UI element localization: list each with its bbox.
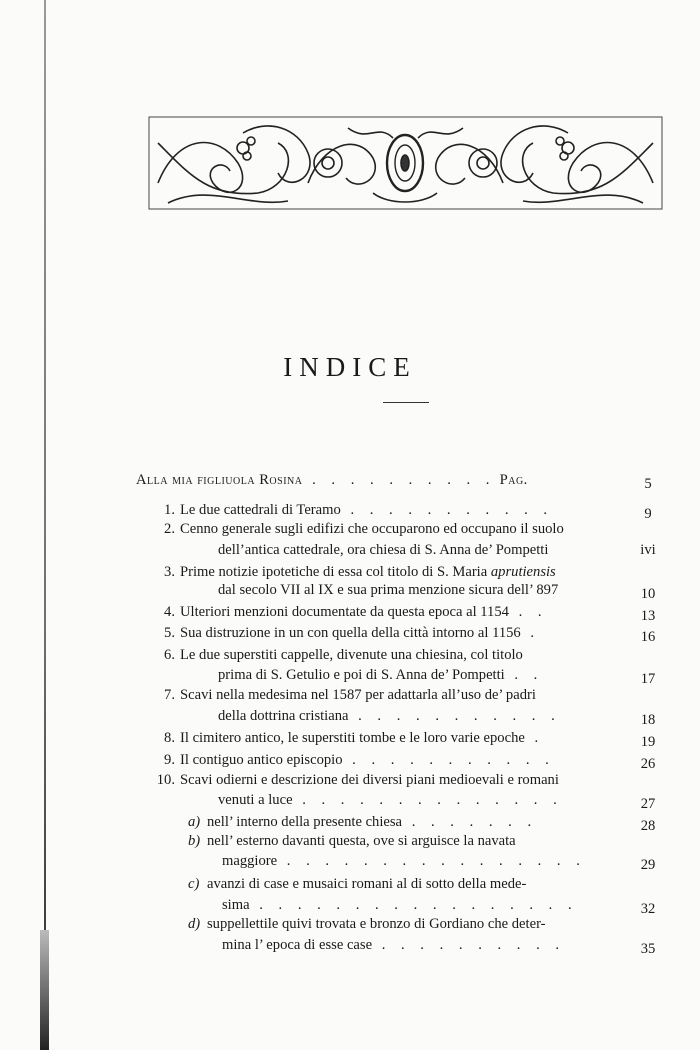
entry-title: Cenno generale sugli edifizi che occuparono ed occupano il suolo xyxy=(180,521,564,537)
leader-dots: . . xyxy=(504,667,544,683)
subentry-letter: d) xyxy=(188,916,201,932)
page-number: ivi xyxy=(640,542,656,558)
entry-number: 2. xyxy=(164,521,175,537)
leader-dots: . xyxy=(524,730,545,746)
leader-dots: . . . . . . . . . . . xyxy=(340,502,554,518)
leader-dots: . . . . . . . . . . . . . . . . xyxy=(277,853,586,869)
leader-dots: . . . . . . . . . . . xyxy=(348,708,561,724)
entry-number: 10. xyxy=(156,772,175,788)
page-number: 35 xyxy=(640,941,656,957)
entry-title: Ulteriori menzioni documentate da questa epoca al 1154 . . xyxy=(180,604,548,620)
leader-dots: . . . . . . . . . . xyxy=(372,937,566,953)
page-number: 32 xyxy=(640,901,656,917)
entry-number: 5. xyxy=(164,625,175,641)
entry-number: 7. xyxy=(164,687,175,703)
entry-number: 6. xyxy=(164,647,175,663)
entry-number: 8. xyxy=(164,730,175,746)
subentry-letter: c) xyxy=(188,876,200,892)
page-number: 9 xyxy=(644,506,652,522)
entry-continuation: dell’antica cattedrale, ora chiesa di S. Anna de’ Pompetti xyxy=(218,542,549,558)
entry-title: Sua distruzione in un con quella della città intorno al 1156 . xyxy=(180,625,541,641)
page-number: 10 xyxy=(640,586,656,602)
page-number: 17 xyxy=(640,671,656,687)
leader-dots: . . . . . . . . . . . . . . . . . xyxy=(249,897,578,913)
subentry-letter: a) xyxy=(188,814,201,830)
page-number: 16 xyxy=(640,629,656,645)
entry-continuation: della dottrina cristiana . . . . . . . . . . . xyxy=(218,708,561,724)
entry-title: Scavi nella medesima nel 1587 per adattarla all’uso de’ padri xyxy=(180,687,536,703)
entry-title: Il contiguo antico episcopio . . . . . . . . . . . xyxy=(180,752,555,768)
entry-number: 4. xyxy=(164,604,175,620)
page-number: 19 xyxy=(640,734,656,750)
entry-title: Le due cattedrali di Teramo . . . . . . . . . . . xyxy=(180,502,554,518)
entry-title: Prime notizie ipotetiche di essa col titolo di S. Maria aprutiensis xyxy=(180,564,556,580)
entry-continuation: maggiore . . . . . . . . . . . . . . . . xyxy=(222,853,586,869)
page-number: 27 xyxy=(640,796,656,812)
page-abbrev: Pag. xyxy=(495,472,528,488)
entry-title: Le due superstiti cappelle, divenute una chiesina, col titolo xyxy=(180,647,523,663)
entry-continuation: venuti a luce . . . . . . . . . . . . . . xyxy=(218,792,563,808)
entry-number: 3. xyxy=(164,564,175,580)
leader-dots: . . xyxy=(508,604,548,620)
entry-continuation: mina l’ epoca di esse case . . . . . . . . . . xyxy=(222,937,566,953)
entry-title: Alla mia figliuola Rosina . . . . . . . . . . Pag. xyxy=(136,472,528,488)
entry-title: nell’ interno della presente chiesa . . . . . . . xyxy=(207,814,538,830)
page-number: 18 xyxy=(640,712,656,728)
entry-title: Scavi odierni e descrizione dei diversi piani medioevali e romani xyxy=(180,772,559,788)
entry-continuation: sima . . . . . . . . . . . . . . . . . xyxy=(222,897,578,913)
entry-title: nell’ esterno davanti questa, ove si arguisce la navata xyxy=(207,833,516,849)
leader-dots: . . . . . . . . . . xyxy=(302,472,496,488)
page-number: 13 xyxy=(640,608,656,624)
leader-dots: . . . . . . . xyxy=(402,814,538,830)
entry-title: avanzi di case e musaici romani al di sotto della mede- xyxy=(207,876,527,892)
leader-dots: . . . . . . . . . . . xyxy=(342,752,555,768)
entry-title: suppellettile quivi trovata e bronzo di Gordiano che deter- xyxy=(207,916,546,932)
page-title: INDICE xyxy=(283,352,417,382)
leader-dots: . . . . . . . . . . . . . . xyxy=(292,792,563,808)
entry-continuation: dal secolo VII al IX e sua prima menzione sicura dell’ 897 xyxy=(218,582,559,598)
leader-dots: . xyxy=(520,625,541,641)
page-number: 26 xyxy=(640,756,656,772)
entry-title: Il cimitero antico, le superstiti tombe e le loro varie epoche . xyxy=(180,730,545,746)
entry-number: 9. xyxy=(164,752,175,768)
page-number: 28 xyxy=(640,818,656,834)
subentry-letter: b) xyxy=(188,833,201,849)
entry-number: 1. xyxy=(164,502,175,518)
page-number: 29 xyxy=(640,857,656,873)
page-number: 5 xyxy=(644,476,652,492)
entry-continuation: prima di S. Getulio e poi di S. Anna de’ Pompetti . . xyxy=(218,667,544,683)
